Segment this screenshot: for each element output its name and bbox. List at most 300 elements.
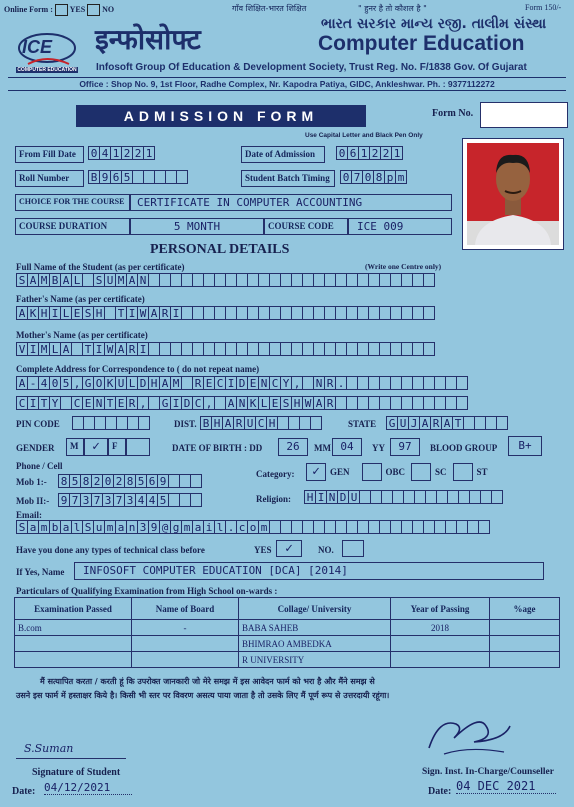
char-cell: A xyxy=(126,273,138,287)
char-cell xyxy=(423,273,435,287)
char-cell: T xyxy=(104,396,116,410)
father-name-field[interactable] xyxy=(16,306,434,320)
char-cell: N xyxy=(326,490,338,504)
cell-university: BHIMRAO AMBEDKA xyxy=(239,636,391,652)
char-cell: p xyxy=(384,170,396,184)
char-cell: C xyxy=(16,396,28,410)
col-year: Year of Passing xyxy=(391,598,490,620)
char-cell: 7 xyxy=(351,170,363,184)
office-address: Office : Shop No. 9, 1st Floor, Radhe Complex, Nr. Kapodra Patiya, GIDC, Ankleshwar. Ph. : 9377112272 xyxy=(8,77,566,91)
char-cell: R xyxy=(126,342,138,356)
char-cell: N xyxy=(137,273,149,287)
char-cell xyxy=(190,474,202,488)
cell-exam xyxy=(15,636,132,652)
char-cell: T xyxy=(82,342,94,356)
category-sc-label: SC xyxy=(435,467,447,477)
address-line-1[interactable] xyxy=(16,376,467,390)
char-cell: A xyxy=(16,306,28,320)
hindi-slogan-1: गाँव शिक्षित-भारत शिक्षित xyxy=(232,4,307,13)
char-cell: E xyxy=(203,376,215,390)
char-cell: m xyxy=(181,520,193,534)
char-cell: E xyxy=(82,396,94,410)
pin-code-label: PIN CODE xyxy=(16,419,60,429)
char-cell: S xyxy=(82,520,94,534)
char-cell: L xyxy=(71,273,83,287)
course-choice-field[interactable]: CERTIFICATE IN COMPUTER ACCOUNTING xyxy=(130,194,452,211)
char-cell xyxy=(456,396,468,410)
incharge-date-label: Date: xyxy=(428,786,452,797)
char-cell: 7 xyxy=(113,493,125,507)
logo-subtitle: COMPUTER EDUCATION xyxy=(17,67,77,73)
qualification-header-row xyxy=(15,598,560,620)
mobile-2-label: Mob II:- xyxy=(16,496,50,506)
char-cell: O xyxy=(93,376,105,390)
dob-month-field[interactable]: 04 xyxy=(332,438,362,456)
category-obc-checkbox[interactable] xyxy=(362,463,382,481)
char-cell: b xyxy=(49,520,61,534)
char-cell: M xyxy=(38,273,50,287)
technical-class-label: Have you done any types of technical class before xyxy=(16,545,205,555)
char-cell: E xyxy=(71,306,83,320)
char-cell: S xyxy=(82,306,94,320)
char-cell: I xyxy=(49,306,61,320)
char-cell: Y xyxy=(280,376,292,390)
photo-frame xyxy=(462,138,564,250)
cell-university: R UNIVERSITY xyxy=(239,652,391,668)
char-cell: T xyxy=(115,306,127,320)
fill-date-field[interactable] xyxy=(88,146,154,160)
char-cell xyxy=(496,416,508,430)
char-cell: 9 xyxy=(99,170,111,184)
char-cell: H xyxy=(266,416,278,430)
col-university: Collage/ University xyxy=(239,598,391,620)
state-label: STATE xyxy=(348,419,377,429)
char-cell: C xyxy=(255,416,267,430)
char-cell: , xyxy=(291,376,303,390)
char-cell: 9 xyxy=(148,520,160,534)
online-form-label: Online Form : xyxy=(4,4,53,14)
char-cell: U xyxy=(115,376,127,390)
char-cell: a xyxy=(192,520,204,534)
incharge-signature xyxy=(424,708,514,764)
char-cell: B xyxy=(88,170,100,184)
char-cell: D xyxy=(236,376,248,390)
brand-english: Computer Education xyxy=(318,32,525,55)
student-signature-label: Signature of Student xyxy=(32,767,121,778)
char-cell: 4 xyxy=(99,146,111,160)
form-no-field[interactable] xyxy=(480,102,568,128)
char-cell: S xyxy=(93,273,105,287)
dob-label: DATE OF BIRTH : DD xyxy=(172,443,263,453)
char-cell: R xyxy=(233,416,245,430)
roll-number-label: Roll Number xyxy=(15,170,84,187)
roll-number-field[interactable] xyxy=(88,170,187,184)
char-cell: H xyxy=(93,306,105,320)
dob-year-label: YY xyxy=(372,443,385,453)
char-cell: L xyxy=(258,396,270,410)
char-cell: o xyxy=(247,520,259,534)
char-cell: M xyxy=(115,273,127,287)
technical-no-checkbox[interactable] xyxy=(342,540,364,557)
char-cell: R xyxy=(324,376,336,390)
char-cell: l xyxy=(214,520,226,534)
course-code-field[interactable]: ICE 009 xyxy=(348,218,452,235)
char-cell: 2 xyxy=(132,146,144,160)
char-cell: 8 xyxy=(80,474,92,488)
char-cell: C xyxy=(269,376,281,390)
char-cell: 6 xyxy=(146,474,158,488)
char-cell: S xyxy=(16,520,28,534)
incharge-date-field[interactable]: 04 DEC 2021 xyxy=(456,779,556,794)
char-cell: 1 xyxy=(110,146,122,160)
char-cell: I xyxy=(93,342,105,356)
char-cell: 2 xyxy=(121,146,133,160)
form-no-label: Form No. xyxy=(432,108,474,119)
char-cell xyxy=(310,416,322,430)
char-cell: U xyxy=(104,273,116,287)
char-cell: E xyxy=(269,396,281,410)
email-label: Email: xyxy=(16,510,42,520)
char-cell: M xyxy=(170,376,182,390)
religion-label: Religion: xyxy=(256,494,291,504)
char-cell: a xyxy=(60,520,72,534)
gender-m-label: M xyxy=(66,438,84,456)
category-label: Category: xyxy=(256,469,295,479)
logo-text: ICE xyxy=(22,37,53,57)
char-cell: 4 xyxy=(38,376,50,390)
mother-name-field[interactable] xyxy=(16,342,434,356)
char-cell: I xyxy=(126,306,138,320)
online-yes-checkbox[interactable] xyxy=(55,4,68,16)
char-cell: 2 xyxy=(369,146,381,160)
category-obc-label: OBC xyxy=(385,467,406,477)
char-cell: U xyxy=(244,416,256,430)
char-cell: 3 xyxy=(124,493,136,507)
char-cell: R xyxy=(324,396,336,410)
char-cell: . xyxy=(225,520,237,534)
char-cell: W xyxy=(104,342,116,356)
gender-group xyxy=(66,438,150,456)
col-percentage: %age xyxy=(490,598,560,620)
char-cell: R xyxy=(159,306,171,320)
blood-group-field[interactable]: B+ xyxy=(508,436,542,456)
char-cell: l xyxy=(71,520,83,534)
student-name-field[interactable] xyxy=(16,273,434,287)
cell-board xyxy=(132,652,239,668)
char-cell: - xyxy=(27,376,39,390)
char-cell: K xyxy=(27,306,39,320)
char-cell: m xyxy=(395,170,407,184)
student-signature: S.Suman xyxy=(24,742,74,755)
district-field[interactable] xyxy=(200,416,321,430)
email-field[interactable] xyxy=(16,520,489,534)
char-cell xyxy=(138,416,150,430)
district-label: DIST. xyxy=(174,419,197,429)
char-cell: , xyxy=(203,396,215,410)
address-label: Complete Address for Correspondence to ( do not repeat name) xyxy=(16,364,260,374)
online-no-checkbox[interactable] xyxy=(87,4,100,16)
hindi-slogan-2: " हुनर है तो कौशल है " xyxy=(358,4,427,13)
char-cell: T xyxy=(452,416,464,430)
char-cell: C xyxy=(192,396,204,410)
char-cell: E xyxy=(247,376,259,390)
state-field[interactable] xyxy=(386,416,507,430)
char-cell: H xyxy=(148,376,160,390)
char-cell: D xyxy=(137,376,149,390)
char-cell: A xyxy=(60,273,72,287)
student-date-field[interactable]: 04/12/2021 xyxy=(44,781,132,795)
char-cell: G xyxy=(159,396,171,410)
mobile-2-field[interactable] xyxy=(58,493,201,507)
category-st-label: ST xyxy=(476,467,488,477)
char-cell: 6 xyxy=(347,146,359,160)
qualification-table xyxy=(14,597,560,668)
dob-day-field[interactable]: 26 xyxy=(278,438,308,456)
technical-no-label: NO. xyxy=(318,545,334,555)
char-cell: 0 xyxy=(340,170,352,184)
char-cell xyxy=(456,376,468,390)
qualification-heading: Particulars of Qualifying Examination from High School on-wards : xyxy=(16,586,278,596)
category-group xyxy=(306,463,488,481)
char-cell: , xyxy=(71,376,83,390)
char-cell: 4 xyxy=(135,493,147,507)
char-cell: A xyxy=(441,416,453,430)
char-cell: 5 xyxy=(135,474,147,488)
char-cell: A xyxy=(60,342,72,356)
cell-board: - xyxy=(132,620,239,636)
char-cell xyxy=(423,306,435,320)
course-duration-label: COURSE DURATION xyxy=(15,218,130,235)
cell-board xyxy=(132,636,239,652)
char-cell: K xyxy=(104,376,116,390)
cell-percentage xyxy=(490,620,560,636)
char-cell: . xyxy=(335,376,347,390)
char-cell: R xyxy=(430,416,442,430)
category-gen-checkbox[interactable]: ✓ xyxy=(306,463,326,481)
course-code-label: COURSE CODE xyxy=(264,218,348,235)
char-cell: 1 xyxy=(143,146,155,160)
char-cell: 9 xyxy=(157,474,169,488)
char-cell: a xyxy=(27,520,39,534)
char-cell: B xyxy=(200,416,212,430)
personal-details-heading: PERSONAL DETAILS xyxy=(150,242,290,257)
gender-m-checkbox[interactable]: ✓ xyxy=(84,438,108,456)
category-st-checkbox[interactable] xyxy=(453,463,473,481)
char-cell: 5 xyxy=(121,170,133,184)
char-cell: g xyxy=(170,520,182,534)
char-cell xyxy=(478,520,490,534)
phone-label: Phone / Cell xyxy=(16,461,63,471)
char-cell: S xyxy=(16,273,28,287)
char-cell: A xyxy=(159,376,171,390)
char-cell: 8 xyxy=(373,170,385,184)
char-cell: 0 xyxy=(336,146,348,160)
table-row[interactable] xyxy=(15,652,560,668)
char-cell: L xyxy=(49,342,61,356)
char-cell: I xyxy=(27,342,39,356)
char-cell: 8 xyxy=(124,474,136,488)
cell-percentage xyxy=(490,636,560,652)
char-cell: 6 xyxy=(110,170,122,184)
table-row[interactable] xyxy=(15,620,560,636)
char-cell: A xyxy=(222,416,234,430)
cell-year: 2018 xyxy=(391,620,490,636)
if-yes-label: If Yes, Name xyxy=(16,567,65,577)
if-yes-field[interactable]: INFOSOFT COMPUTER EDUCATION [DCA] [2014] xyxy=(74,562,544,580)
centre-note: (Write one Centre only) xyxy=(365,262,442,271)
char-cell: , xyxy=(137,396,149,410)
form-fee: Form 150/- xyxy=(525,3,562,12)
char-cell: I xyxy=(225,376,237,390)
char-cell: 5 xyxy=(69,474,81,488)
char-cell: A xyxy=(313,396,325,410)
char-cell: D xyxy=(181,396,193,410)
char-cell: G xyxy=(82,376,94,390)
char-cell: n xyxy=(126,520,138,534)
char-cell: 3 xyxy=(137,520,149,534)
char-cell: H xyxy=(38,306,50,320)
char-cell: T xyxy=(38,396,50,410)
dob-month-label: MM xyxy=(314,443,331,453)
char-cell: 0 xyxy=(88,146,100,160)
cell-university: BABA SAHEB xyxy=(239,620,391,636)
char-cell: a xyxy=(115,520,127,534)
char-cell: A xyxy=(148,306,160,320)
char-cell: 3 xyxy=(102,493,114,507)
batch-timing-field[interactable] xyxy=(340,170,406,184)
form-title: ADMISSION FORM xyxy=(76,105,366,127)
char-cell: W xyxy=(302,396,314,410)
char-cell: M xyxy=(38,342,50,356)
char-cell: 0 xyxy=(102,474,114,488)
student-signature-line xyxy=(16,758,126,759)
char-cell: N xyxy=(236,396,248,410)
gender-f-label: F xyxy=(108,438,126,456)
char-cell: 8 xyxy=(58,474,70,488)
declaration-line-2: उसने इस फार्म में हस्ताक्षर किये है। किसी भी स्तर पर विवरण असत्य पाया जाता है तो उसके लिए मैं पूर्ण रूप से उत्तरदायी रहूंगा। xyxy=(16,691,390,700)
char-cell: B xyxy=(49,273,61,287)
declaration-line-1: मैं सत्यापित करता / करती हूं कि उपरोक्त जानकारी जो मेरे समझ में इस आवेदन फार्म को भरा है और मैंने समझ से xyxy=(40,677,375,686)
char-cell: I xyxy=(170,396,182,410)
char-cell: H xyxy=(211,416,223,430)
cell-exam xyxy=(15,652,132,668)
cell-year xyxy=(391,652,490,668)
char-cell: 7 xyxy=(69,493,81,507)
char-cell: m xyxy=(38,520,50,534)
char-cell: 1 xyxy=(391,146,403,160)
char-cell: I xyxy=(315,490,327,504)
char-cell: N xyxy=(313,376,325,390)
char-cell: C xyxy=(214,376,226,390)
char-cell xyxy=(491,490,503,504)
mobile-1-label: Mob 1:- xyxy=(16,477,47,487)
char-cell: I xyxy=(27,396,39,410)
incharge-signature-label: Sign. Inst. In-Charge/Counseller xyxy=(422,767,554,777)
char-cell: H xyxy=(304,490,316,504)
col-exam: Examination Passed xyxy=(15,598,132,620)
table-row[interactable] xyxy=(15,636,560,652)
char-cell: N xyxy=(93,396,105,410)
pin-code-field[interactable] xyxy=(72,416,149,430)
category-sc-checkbox[interactable] xyxy=(411,463,431,481)
char-cell: L xyxy=(126,376,138,390)
category-gen-label: GEN xyxy=(330,467,350,477)
char-cell: A xyxy=(115,342,127,356)
char-cell: A xyxy=(16,376,28,390)
technical-yes-checkbox[interactable]: ✓ xyxy=(276,540,302,557)
student-date-label: Date: xyxy=(12,786,36,797)
course-duration-field[interactable]: 5 MONTH xyxy=(130,218,264,235)
course-choice-label: CHOICE FOR THE COURSE xyxy=(15,194,130,211)
society-line: Infosoft Group Of Education & Development Society, Trust Reg. No. F/1838 Gov. Of Gujarat xyxy=(96,62,527,73)
cell-percentage xyxy=(490,652,560,668)
father-name-label: Father's Name (as per certificate) xyxy=(16,294,145,304)
char-cell: m xyxy=(258,520,270,534)
char-cell: V xyxy=(16,342,28,356)
char-cell: 2 xyxy=(113,474,125,488)
char-cell: i xyxy=(203,520,215,534)
char-cell xyxy=(190,493,202,507)
batch-timing-label: Student Batch Timing xyxy=(241,170,335,187)
char-cell: 5 xyxy=(157,493,169,507)
char-cell: N xyxy=(258,376,270,390)
char-cell: A xyxy=(27,273,39,287)
char-cell: 2 xyxy=(91,474,103,488)
char-cell: 9 xyxy=(58,493,70,507)
char-cell xyxy=(176,170,188,184)
char-cell: K xyxy=(247,396,259,410)
col-board: Name of Board xyxy=(132,598,239,620)
online-form-row xyxy=(4,4,114,16)
brand-gujarati: ભારત સરકાર માન્ય રજી. તાલીમ સંસ્થા xyxy=(321,16,547,32)
char-cell: I xyxy=(170,306,182,320)
char-cell: A xyxy=(225,396,237,410)
fill-date-label: From Fill Date xyxy=(15,146,84,163)
char-cell: R xyxy=(126,396,138,410)
student-name-label: Full Name of the Student (as per certificate) xyxy=(16,262,185,272)
mobile-1-field[interactable] xyxy=(58,474,201,488)
char-cell: 4 xyxy=(146,493,158,507)
char-cell: Y xyxy=(49,396,61,410)
char-cell: 0 xyxy=(49,376,61,390)
char-cell: J xyxy=(408,416,420,430)
religion-field[interactable] xyxy=(304,490,502,504)
char-cell: U xyxy=(397,416,409,430)
admission-date-label: Date of Admission xyxy=(241,146,325,163)
gender-f-checkbox[interactable] xyxy=(126,438,150,456)
online-yes-label: YES xyxy=(69,4,86,14)
ice-logo xyxy=(14,24,80,76)
address-line-2[interactable] xyxy=(16,396,467,410)
char-cell: 7 xyxy=(91,493,103,507)
char-cell xyxy=(423,342,435,356)
student-photo xyxy=(467,143,559,245)
char-cell: W xyxy=(137,306,149,320)
instruction-note: Use Capital Letter and Black Pen Only xyxy=(305,132,423,139)
char-cell: 3 xyxy=(80,493,92,507)
char-cell: C xyxy=(71,396,83,410)
blood-group-label: BLOOD GROUP xyxy=(430,443,498,453)
char-cell: 0 xyxy=(362,170,374,184)
cell-exam: B.com xyxy=(15,620,132,636)
dob-year-field[interactable]: 97 xyxy=(390,438,420,456)
char-cell: D xyxy=(337,490,349,504)
char-cell: m xyxy=(104,520,116,534)
admission-date-field[interactable] xyxy=(336,146,402,160)
char-cell: L xyxy=(60,306,72,320)
gender-label: GENDER xyxy=(16,443,55,453)
brand-hindi: इन्फोसोफ्ट xyxy=(95,23,201,56)
